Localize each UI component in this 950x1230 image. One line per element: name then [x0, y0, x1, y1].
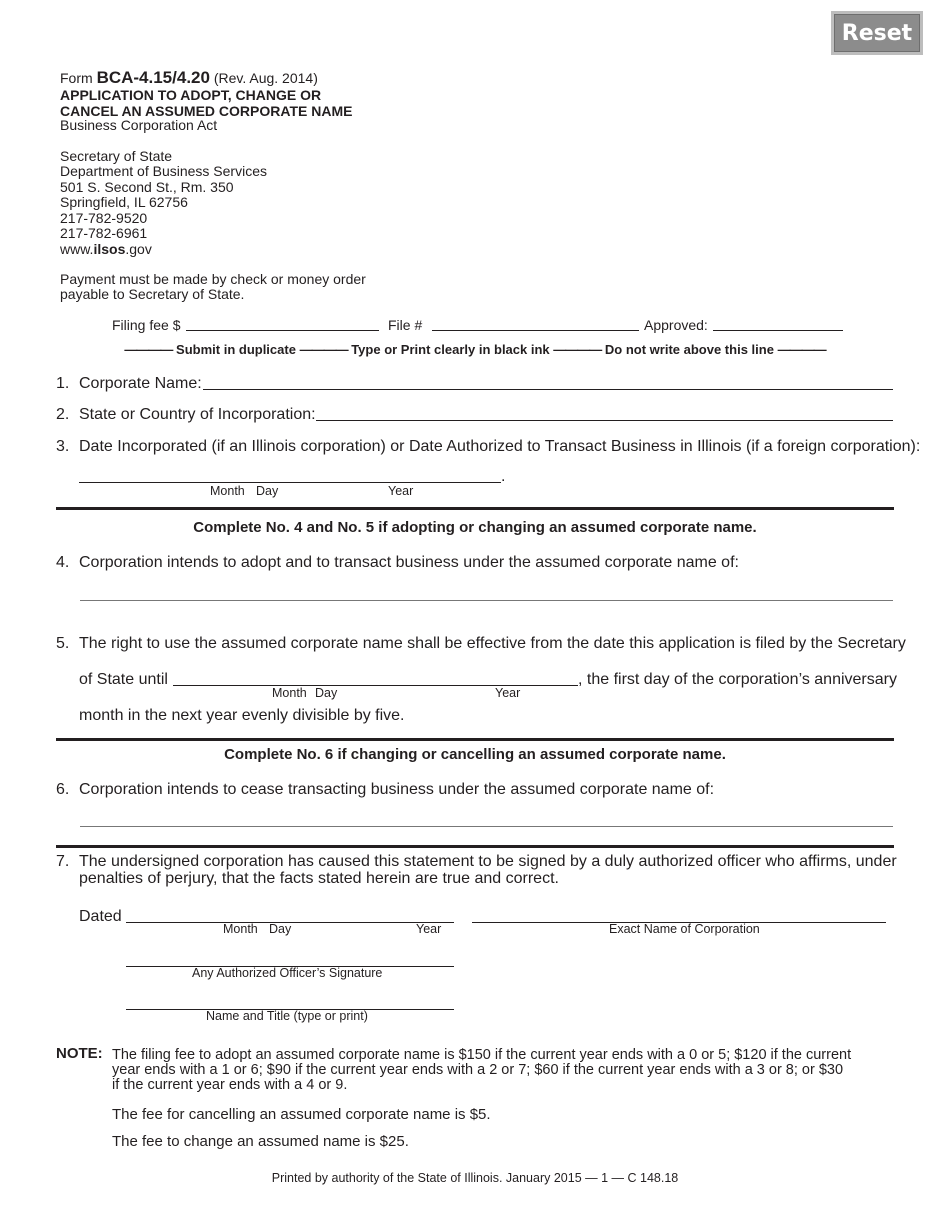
- filing-fee-label: Filing fee $: [112, 317, 181, 333]
- date-period: .: [501, 468, 506, 485]
- payment-line1: Payment must be made by check or money order: [60, 271, 366, 287]
- address-line1: Secretary of State: [60, 148, 173, 164]
- date-incorporated-line: [79, 482, 501, 483]
- change-fee-text: The fee to change an assumed name is $25.: [112, 1133, 409, 1150]
- note-line2: year ends with a 1 or 6; $90 if the current year ends with a 2 or 7; $60 if the current year ends with a 3 or 8; or $30: [112, 1062, 844, 1078]
- adopt-name-line: [80, 600, 893, 601]
- cease-name-input[interactable]: [80, 810, 893, 826]
- form-number: BCA-4.15/4.20: [96, 68, 210, 87]
- year-caption: Year: [388, 484, 414, 498]
- name-title-caption: Name and Title (type or print): [206, 1009, 368, 1023]
- day-caption: Day: [256, 484, 279, 498]
- year-caption-5: Year: [495, 686, 521, 700]
- month-caption-5: Month: [272, 686, 307, 700]
- item-1-number: 1.: [56, 375, 70, 392]
- affirm-line1: The undersigned corporation has caused this statement to be signed by a duly authorized officer who affirms, under: [79, 853, 897, 870]
- affirm-line2: penalties of perjury, that the facts stated herein are true and correct.: [79, 870, 559, 887]
- item-3-number: 3.: [56, 438, 70, 455]
- cease-name-label: Corporation intends to cease transacting business under the assumed corporate name of:: [79, 781, 715, 798]
- of-state-until-label: of State until: [79, 671, 168, 688]
- name-title-input[interactable]: [126, 991, 454, 1007]
- cancel-fee-text: The fee for cancelling an assumed corporate name is $5.: [112, 1106, 491, 1123]
- section-a-heading: Complete No. 4 and No. 5 if adopting or changing an assumed corporate name.: [193, 519, 757, 536]
- filing-fee-line: [186, 330, 379, 331]
- state-country-input[interactable]: [316, 404, 893, 420]
- month-next-year-text: month in the next year evenly divisible by five.: [79, 707, 405, 724]
- note-label: NOTE:: [56, 1045, 103, 1062]
- corporate-name-label: Corporate Name:: [79, 375, 202, 392]
- month-caption: Month: [210, 484, 245, 498]
- item-6-number: 6.: [56, 781, 70, 798]
- state-country-line: [316, 420, 893, 421]
- form-prefix: Form: [60, 70, 93, 86]
- item-4-number: 4.: [56, 554, 70, 571]
- form-id: [60, 70, 318, 86]
- effective-text: The right to use the assumed corporate name shall be effective from the date this application is filed by the Secretary: [79, 635, 906, 652]
- day-caption-5: Day: [315, 686, 338, 700]
- adopt-name-label: Corporation intends to adopt and to transact business under the assumed corporate name of:: [79, 554, 739, 571]
- adopt-name-input[interactable]: [80, 584, 893, 600]
- dated-input[interactable]: [126, 906, 454, 922]
- note-line1: The filing fee to adopt an assumed corporate name is $150 if the current year ends with a 0 or 5; $120 if the current: [112, 1047, 852, 1063]
- phone-2: 217-782-6961: [60, 225, 148, 241]
- signature-input[interactable]: [126, 948, 454, 964]
- section-rule-c: [56, 845, 894, 848]
- section-b-heading: Complete No. 6 if changing or cancelling an assumed corporate name.: [224, 746, 726, 763]
- item-2-number: 2.: [56, 406, 70, 423]
- corporate-name-input[interactable]: [203, 373, 893, 389]
- form-title-line2: CANCEL AN ASSUMED CORPORATE NAME: [60, 103, 353, 119]
- first-day-text: , the first day of the corporation’s anniversary: [578, 671, 897, 688]
- exact-name-caption: Exact Name of Corporation: [609, 922, 760, 936]
- exact-name-input[interactable]: [472, 906, 886, 922]
- date-incorporated-label: Date Incorporated (if an Illinois corporation) or Date Authorized to Transact Business in Illinois (if a foreign corporation):: [79, 438, 921, 455]
- section-rule-a: [56, 507, 894, 510]
- address-line2: Department of Business Services: [60, 163, 267, 179]
- item-5-number: 5.: [56, 635, 70, 652]
- month-caption-7: Month: [223, 922, 258, 936]
- file-number-label: File #: [388, 317, 423, 333]
- payment-line2: payable to Secretary of State.: [60, 286, 245, 302]
- act-name: Business Corporation Act: [60, 117, 218, 133]
- website: www.ilsos.gov: [60, 241, 152, 257]
- reset-button[interactable]: Reset: [831, 11, 923, 55]
- state-country-label: State or Country of Incorporation:: [79, 406, 316, 423]
- date-incorporated-input[interactable]: [79, 466, 501, 482]
- form-title-line1: APPLICATION TO ADOPT, CHANGE OR: [60, 87, 322, 103]
- address-line4: Springfield, IL 62756: [60, 194, 188, 210]
- corporate-name-line: [203, 389, 893, 390]
- approved-line: [713, 330, 843, 331]
- section-rule-b: [56, 738, 894, 741]
- footer-text: Printed by authority of the State of Illinois. January 2015 — 1 — C 148.18: [271, 1171, 679, 1185]
- instructions-bar: ———— Submit in duplicate ———— Type or Print clearly in black ink ———— Do not write above this line ————: [124, 342, 826, 357]
- phone-1: 217-782-9520: [60, 210, 148, 226]
- item-7-number: 7.: [56, 853, 70, 870]
- form-revision: (Rev. Aug. 2014): [213, 70, 318, 86]
- address-line3: 501 S. Second St., Rm. 350: [60, 179, 234, 195]
- cease-name-line: [80, 826, 893, 827]
- file-number-line: [432, 330, 639, 331]
- approved-label: Approved:: [644, 317, 708, 333]
- dated-label: Dated: [79, 908, 122, 925]
- note-line3: if the current year ends with a 4 or 9.: [112, 1077, 348, 1093]
- day-caption-7: Day: [269, 922, 292, 936]
- year-caption-7: Year: [416, 922, 442, 936]
- signature-caption: Any Authorized Officer’s Signature: [192, 966, 383, 980]
- effective-until-input[interactable]: [173, 669, 578, 685]
